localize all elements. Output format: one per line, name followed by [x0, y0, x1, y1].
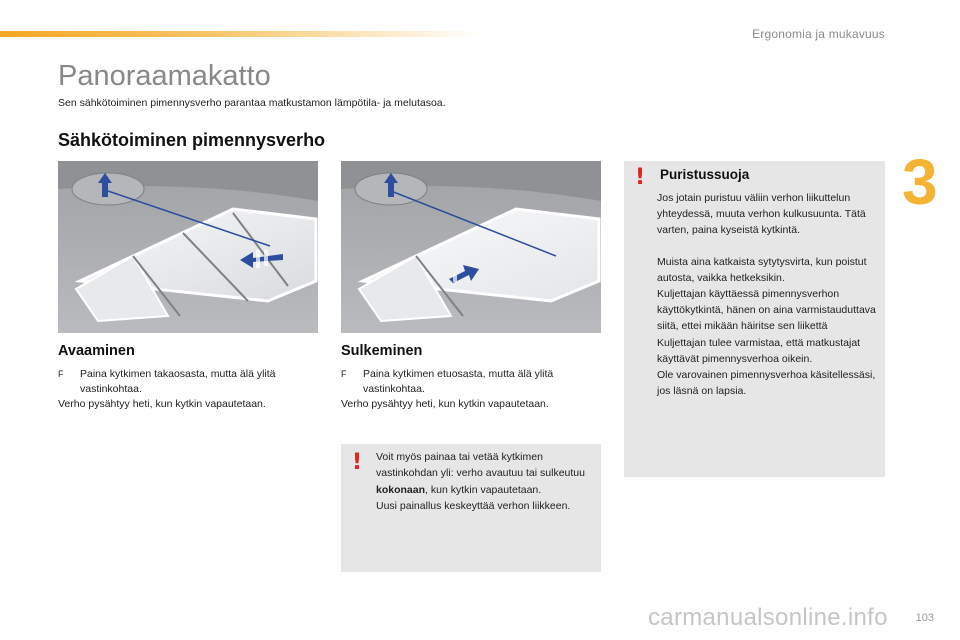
- open-bullet-item: [58, 367, 316, 397]
- close-instructions: [341, 367, 599, 412]
- page-title: Panoraamakatto: [58, 60, 271, 92]
- note-line-1: Voit myös painaa tai vetää kytkimen vastinkohdan yli: verho avautuu tai sulkeutuu: [376, 451, 585, 480]
- watermark: carmanualsonline.info: [648, 604, 888, 631]
- close-bullet-text: Paina kytkimen etuosasta, mutta älä ylitä vastinkohtaa.: [363, 368, 554, 395]
- exclamation-icon: !: [352, 450, 363, 475]
- open-bullet-text: Paina kytkimen takaosasta, mutta älä ylitä vastinkohtaa.: [80, 368, 276, 395]
- section-header-label: Ergonomia ja mukavuus: [752, 27, 885, 41]
- warning-paragraph-1: Jos jotain puristuu väliin verhon liikuttelun yhteydessä, muuta verhon kulkusuunta. Tätä varten, paina kyseistä kytkintä.: [657, 192, 866, 237]
- chapter-number: 3: [902, 146, 938, 218]
- exclamation-icon: !: [635, 165, 646, 190]
- warning-body: [657, 190, 882, 399]
- open-instructions: [58, 367, 316, 412]
- close-after-text: Verho pysähtyy heti, kun kytkin vapautetaan.: [341, 398, 549, 410]
- page-number: 103: [915, 612, 934, 624]
- note-text: [376, 449, 586, 514]
- close-bullet-item: [341, 367, 599, 397]
- warning-title: Puristussuoja: [660, 167, 750, 182]
- sunroof-open-photo: [58, 161, 318, 333]
- section-title: Sähkötoiminen pimennysverho: [58, 130, 326, 150]
- warning-paragraph-3: Kuljettajan käyttäessä pimennysverhon käyttökytkintä, hänen on aina varmistauduttava siitä, ettei mikään häiritse sen liikettä: [657, 288, 876, 333]
- note-box: [341, 444, 601, 572]
- open-subtitle: Avaaminen: [58, 343, 135, 359]
- close-subtitle: Sulkeminen: [341, 343, 423, 359]
- open-after-text: Verho pysähtyy heti, kun kytkin vapautetaan.: [58, 398, 266, 410]
- pointer-icon: F: [341, 369, 347, 379]
- note-line-2: , kun kytkin vapautetaan.: [425, 483, 542, 496]
- warning-paragraph-4: Kuljettajan tulee varmistaa, että matkustajat käyttävät pimennysverhoa oikein.: [657, 336, 861, 365]
- warning-paragraph-5: Ole varovainen pimennysverhoa käsitellessäsi, jos läsnä on lapsia.: [657, 369, 876, 398]
- intro-text: Sen sähkötoiminen pimennysverho parantaa matkustamon lämpötila- ja melutasoa.: [58, 97, 446, 109]
- header-accent-bar: [0, 31, 480, 37]
- pointer-icon: F: [58, 369, 64, 379]
- note-line-3: Uusi painallus keskeyttää verhon liikkeen.: [376, 499, 571, 512]
- warning-box: [624, 161, 885, 477]
- warning-paragraph-2: Muista aina katkaista sytytysvirta, kun poistut autosta, vaikka hetkeksikin.: [657, 255, 867, 284]
- note-bold: kokonaan: [376, 483, 426, 496]
- sunroof-close-photo: [341, 161, 601, 333]
